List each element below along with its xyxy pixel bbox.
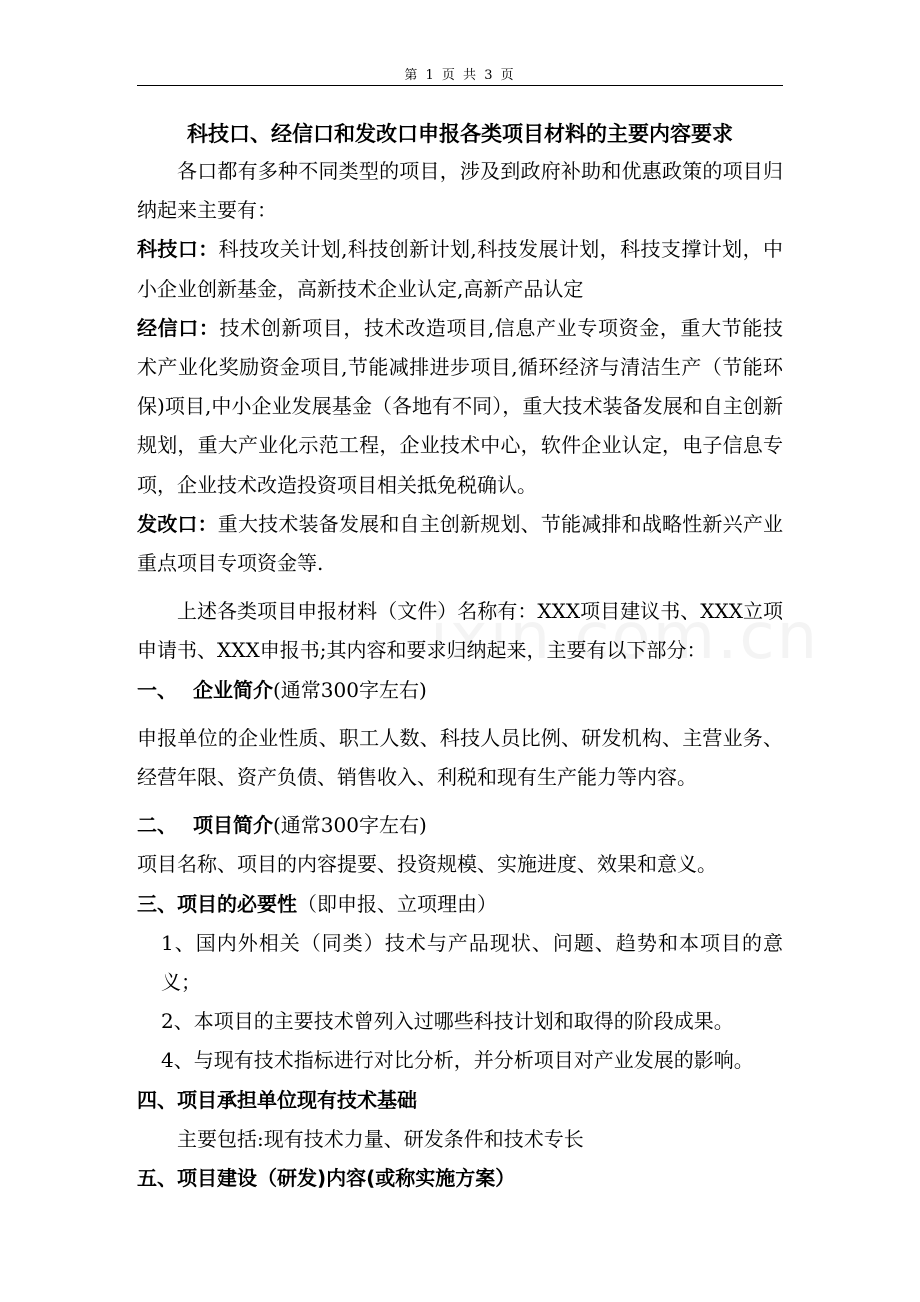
section-note: (通常300字左右) [273, 813, 427, 838]
category-text: 技术创新项目，技术改造项目,信息产业专项资金，重大节能技术产业化奖励资金项目,节能减排进步项目,循环经济与清洁生产（节能环保)项目,中小企业发展基金（各地有不同），重大技术装备发展和自主创新规划，重大产业化示范工程，企业技术中心，软件企业认定，电子信息专项，企业技术改造投资项目相关抵免税确认。 [137, 315, 784, 497]
summary-paragraph: 上述各类项目申报材料（文件）名称有：XXX项目建议书、XXX立项申请书、XXX申报书;其内容和要求归纳起来，主要有以下部分： [137, 599, 783, 663]
section-number: 二、 [137, 813, 177, 838]
section-4-heading: 四、项目承担单位现有技术基础 [137, 1087, 417, 1112]
section-5-heading: 五、项目建设（研发)内容(或称实施方案） [137, 1166, 516, 1191]
section-title: 企业简介 [193, 677, 273, 702]
section-title: 项目简介 [193, 813, 273, 838]
section-note: (通常300字左右) [273, 677, 427, 702]
category-keji [137, 230, 783, 308]
list-item: 1、国内外相关（同类）技术与产品现状、问题、趋势和本项目的意义； [161, 930, 783, 995]
section-3-heading [137, 885, 783, 924]
section-1-heading [137, 671, 783, 710]
category-jingxin [137, 309, 783, 505]
category-fagai [137, 505, 783, 583]
category-label: 发改口： [137, 511, 218, 536]
section-number: 一、 [137, 677, 177, 702]
section-note: （即申报、立项理由） [297, 891, 497, 916]
list-item: 4、与现有技术指标进行对比分析，并分析项目对产业发展的影响。 [161, 1048, 754, 1073]
category-text: 科技攻关计划,科技创新计划,科技发展计划，科技支撑计划，中小企业创新基金，高新技术企业认定,高新产品认定 [137, 237, 784, 301]
document-title: 科技口、经信口和发改口申报各类项目材料的主要内容要求 [187, 122, 733, 146]
section-2-body: 项目名称、项目的内容提要、投资规模、实施进度、效果和意义。 [137, 852, 717, 877]
section-title: 三、项目的必要性 [137, 891, 297, 916]
section-1-body: 申报单位的企业性质、职工人数、科技人员比例、研发机构、主营业务、经营年限、资产负债、销售收入、利税和现有生产能力等内容。 [137, 725, 783, 790]
section-2-heading [137, 806, 783, 845]
page-indicator: 第 1 页 共 3 页 [404, 68, 516, 83]
list-item: 2、本项目的主要技术曾列入过哪些科技计划和取得的阶段成果。 [161, 1009, 734, 1034]
category-label: 经信口： [137, 315, 220, 340]
intro-paragraph: 各口都有多种不同类型的项目，涉及到政府补助和优惠政策的项目归纳起来主要有： [137, 159, 783, 223]
section-4-body: 主要包括:现有技术力量、研发条件和技术专长 [177, 1126, 584, 1151]
document-body [137, 152, 783, 1198]
category-label: 科技口： [137, 237, 219, 262]
header-divider [137, 85, 783, 86]
category-text: 重大技术装备发展和自主创新规划、节能减排和战略性新兴产业重点项目专项资金等. [137, 511, 784, 576]
